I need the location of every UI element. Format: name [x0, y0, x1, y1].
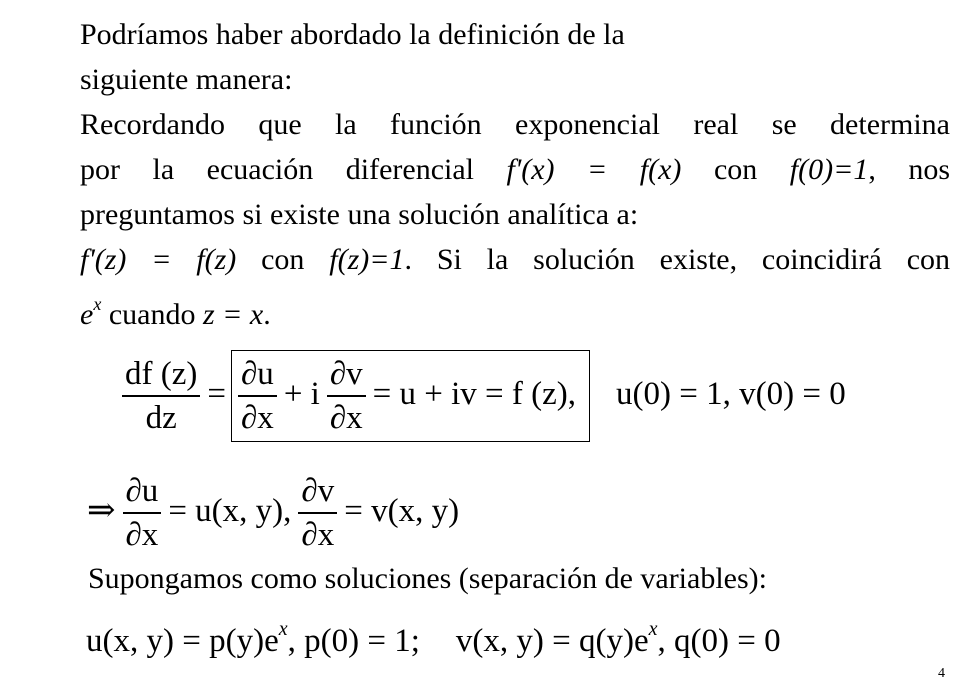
fraction-numerator: ∂u — [123, 472, 162, 514]
text-line-2: siguiente manera: — [80, 63, 293, 96]
page-number: 4 — [938, 666, 945, 681]
initial-condition-real: f(0)=1 — [789, 153, 869, 186]
initial-conditions: u(0) = 1, v(0) = 0 — [616, 375, 846, 412]
text-line-4-a: por la ecuación diferencial — [80, 153, 507, 186]
fraction-denominator: ∂x — [329, 400, 363, 436]
fraction-denominator: ∂x — [301, 517, 335, 553]
equation-derivative — [120, 350, 846, 442]
fraction-numerator: ∂v — [327, 355, 366, 397]
text-line-6-d: . Si la solución existe, coincidirá con — [404, 243, 951, 276]
text-line-4-c: con — [681, 153, 790, 186]
ode-complex: f'(z) = f(z) — [80, 243, 237, 276]
fraction-denominator: dz — [145, 400, 177, 436]
fraction-dv-dx — [298, 472, 337, 554]
text-line-4-e: , nos — [868, 153, 951, 186]
fraction-numerator: ∂v — [298, 472, 337, 514]
boxed-expression — [231, 350, 590, 442]
text-line-3: Recordando que la función exponencial real se determina — [80, 108, 950, 141]
initial-condition-complex: f(z)=1 — [329, 243, 405, 276]
u-equation: = u(x, y), — [168, 492, 292, 529]
v-solution: v(x, y) = q(y)e — [455, 623, 649, 659]
text-line-1: Podríamos haber abordado la definición de la — [80, 18, 625, 51]
fraction-du-dx — [123, 472, 162, 554]
intro-paragraph — [80, 12, 950, 337]
exp-base: e — [80, 298, 94, 331]
text-line-4 — [80, 147, 950, 192]
separation-heading: Supongamos como soluciones (separación de variables): — [88, 562, 767, 595]
boxed-rhs: = u + iv = f (z), — [372, 375, 577, 412]
plus-i: + i — [283, 375, 320, 412]
text-line-7 — [80, 282, 950, 337]
fraction-du-dx — [238, 355, 277, 437]
fraction-df-dz — [122, 355, 200, 437]
equation-implication — [82, 472, 464, 554]
ode-real: f'(x) = f(x) — [506, 153, 682, 186]
text-line-6-b: con — [236, 243, 330, 276]
equation-solutions — [86, 618, 781, 660]
equals-sign: = — [207, 375, 226, 412]
fraction-dv-dx — [327, 355, 366, 437]
fraction-numerator: df (z) — [122, 355, 200, 397]
text-line-6 — [80, 237, 950, 282]
text-line-7-b: cuando — [101, 298, 203, 331]
q-condition: , q(0) = 0 — [657, 623, 781, 659]
v-equation: = v(x, y) — [344, 492, 460, 529]
exp-sup: x — [93, 294, 102, 314]
text-line-5: preguntamos si existe una solución analítica a: — [80, 198, 639, 231]
implies-arrow: ⇒ — [87, 491, 116, 529]
u-exponent: x — [278, 618, 288, 640]
fraction-denominator: ∂x — [241, 400, 274, 436]
z-equals-x: z = x — [202, 298, 264, 331]
v-exponent: x — [648, 618, 658, 640]
text-line-7-d: . — [263, 298, 271, 331]
p-condition: , p(0) = 1; — [287, 623, 420, 659]
fraction-denominator: ∂x — [125, 517, 159, 553]
fraction-numerator: ∂u — [238, 355, 277, 397]
u-solution: u(x, y) = p(y)e — [86, 623, 279, 659]
